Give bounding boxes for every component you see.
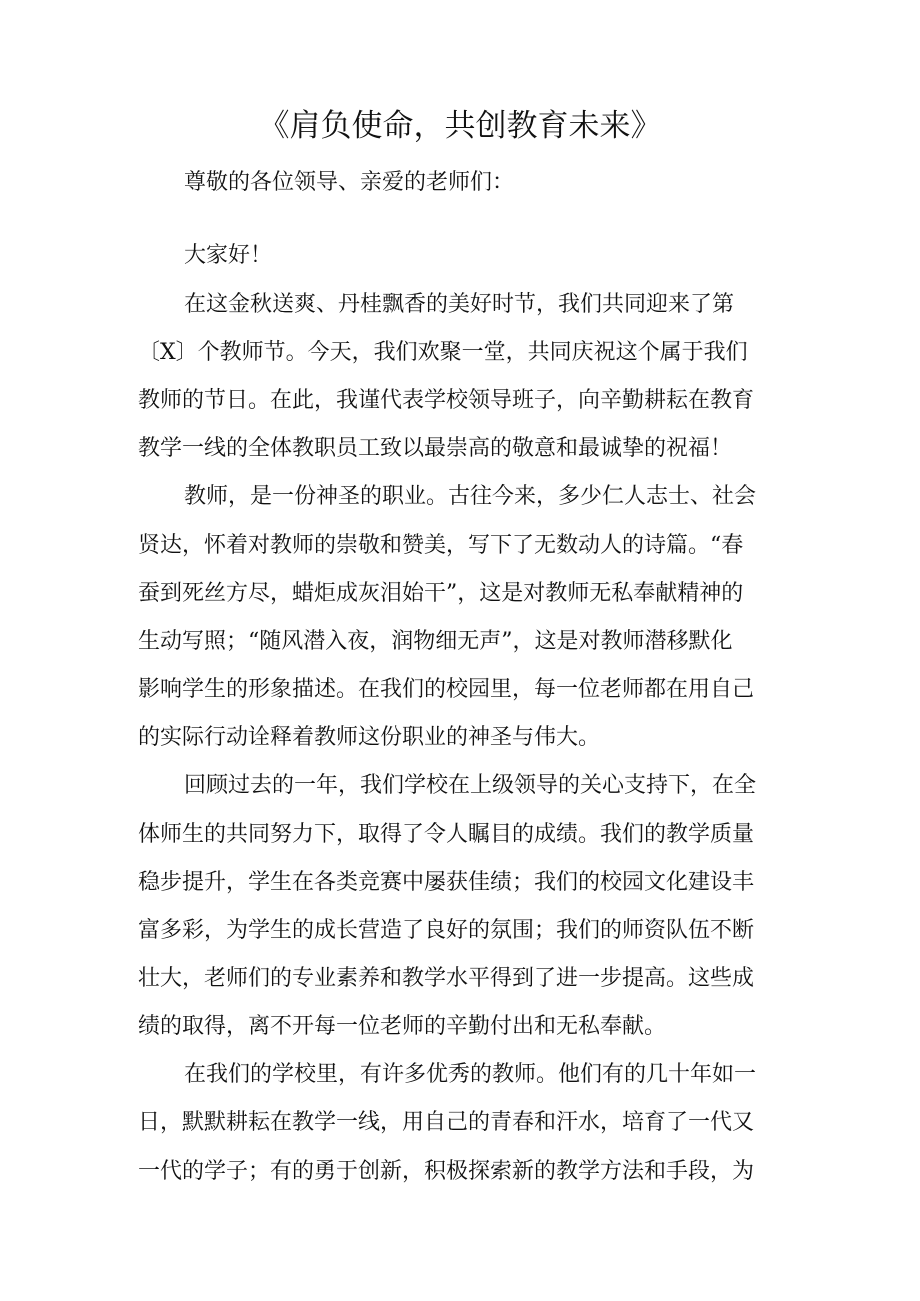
paragraph-line: 生动写照；“随风潜入夜，润物细无声”，这是对教师潜移默化 — [138, 629, 733, 654]
paragraph-line: 体师生的共同努力下，取得了令人瞩目的成绩。我们的教学质量 — [138, 822, 755, 847]
paragraph-line: 〔X〕个教师节。今天，我们欢聚一堂，共同庆祝这个属于我们 — [138, 340, 748, 365]
paragraph-line: 贤达，怀着对教师的崇敬和赞美，写下了无数动人的诗篇。“春 — [138, 533, 744, 558]
greeting-line: 大家好！ — [184, 243, 273, 268]
paragraph-line: 在我们的学校里，有许多优秀的教师。他们有的几十年如一 — [184, 1062, 757, 1087]
paragraph-line: 教学一线的全体教职员工致以最崇高的敬意和最诚挚的祝福！ — [138, 436, 733, 461]
paragraph-line: 一代的学子；有的勇于创新，积极探索新的教学方法和手段，为 — [138, 1159, 755, 1184]
paragraph-line: 的实际行动诠释着教师这份职业的神圣与伟大。 — [138, 725, 601, 750]
salutation-line: 尊敬的各位领导、亲爱的老师们： — [184, 170, 515, 195]
paragraph-line: 日，默默耕耘在教学一线，用自己的青春和汗水，培育了一代又 — [138, 1110, 755, 1135]
paragraph-line: 壮大，老师们的专业素养和教学水平得到了进一步提高。这些成 — [138, 966, 755, 991]
paragraph-line: 教师，是一份神圣的职业。古往今来，多少仁人志士、社会 — [184, 484, 757, 509]
paragraph-line: 稳步提升，学生在各类竞赛中屡获佳绩；我们的校园文化建设丰 — [138, 870, 755, 895]
paragraph-line: 蚕到死丝方尽，蜡炬成灰泪始干”，这是对教师无私奉献精神的 — [138, 581, 744, 606]
paragraph-line: 富多彩，为学生的成长营造了良好的氛围；我们的师资队伍不断 — [138, 918, 755, 943]
paragraph-line: 影响学生的形象描述。在我们的校园里，每一位老师都在用自己 — [138, 677, 755, 702]
document-title: 《肩负使命，共创教育未来》 — [258, 108, 662, 144]
paragraph-line: 回顾过去的一年，我们学校在上级领导的关心支持下，在全 — [184, 773, 757, 798]
paragraph-line: 教师的节日。在此，我谨代表学校领导班子，向辛勤耕耘在教育 — [138, 388, 755, 413]
paragraph-line: 在这金秋送爽、丹桂飘香的美好时节，我们共同迎来了第 — [184, 292, 735, 317]
paragraph-line: 绩的取得，离不开每一位老师的辛勤付出和无私奉献。 — [138, 1014, 667, 1039]
